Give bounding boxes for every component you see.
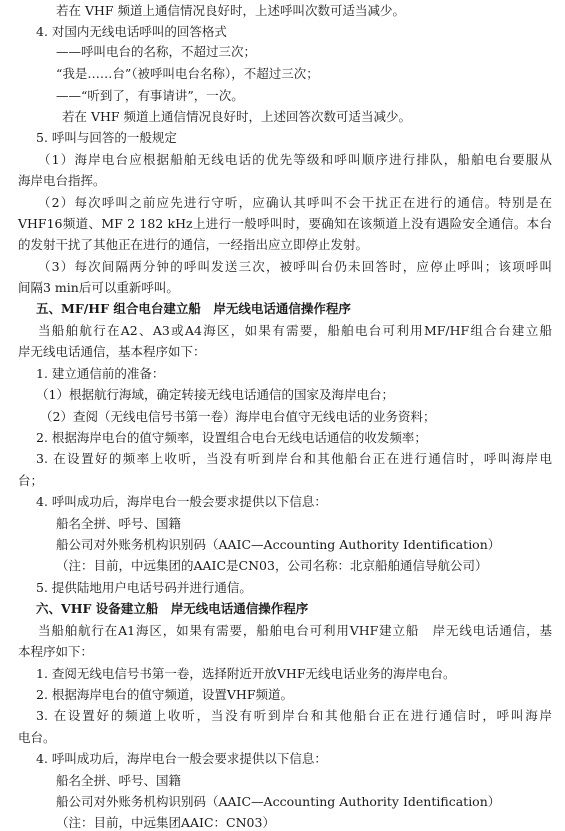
list-item: 3. 在设置好的频道上收听，当没有听到岸台和其他船台正在进行通信时，呼叫海岸	[36, 708, 552, 723]
text-line: 若在 VHF 频道上通信情况良好时，上述回答次数可适当减少。	[62, 109, 412, 124]
section-item-heading: 4. 对国内无线电话呼叫的回答格式	[36, 24, 227, 39]
section-item-heading: 5. 呼叫与回答的一般规定	[36, 130, 177, 145]
list-item-continuation: 电台。	[18, 730, 56, 745]
info-line: 船名全拼、呼号、国籍	[56, 516, 182, 531]
paragraph-line: VHF16频道、MF 2 182 kHz上进行一般呼叫时，要确知在该频道上没有遇险安全通信。本台	[18, 216, 552, 231]
paragraph-line: 海岸电台指挥。	[18, 173, 106, 188]
list-item: 2. 根据海岸电台的值守频率，设置组合电台无线电话通信的收发频率；	[36, 430, 427, 445]
list-item: （1）根据航行海域，确定转接无线电话通信的国家及海岸电台；	[36, 387, 394, 402]
paragraph-line: （1）海岸电台应根据船舶无线电话的优先等级和呼叫顺序进行排队，船舶电台要服从	[38, 152, 552, 167]
text-line: ——呼叫电台的名称，不超过三次；	[56, 44, 257, 59]
text-line: “我是……台”（被呼叫电台名称），不超过三次；	[56, 66, 319, 81]
list-item: 5. 提供陆地用户电话号码并进行通信。	[36, 580, 252, 595]
info-line: 船公司对外账务机构识别码（AAIC—Accounting Authority Identification）	[56, 537, 501, 552]
section-heading: 五、MF/HF 组合电台建立船 岸无线电话通信操作程序	[36, 301, 351, 316]
text-line: 若在 VHF 频道上通信情况良好时，上述呼叫次数可适当减少。	[56, 3, 406, 18]
paragraph-line: 当船舶航行在A2、A3或A4海区，如果有需要，船舶电台可利用MF/HF组合台建立船	[38, 323, 552, 338]
list-item: （2）查阅（无线电信号书第一卷）海岸电台值守无线电话的业务资料；	[40, 409, 436, 424]
note-line: （注：目前，中远集团的AAIC是CN03，公司名称：北京船舶通信导航公司）	[56, 558, 488, 573]
paragraph-line: 当船舶航行在A1海区，如果有需要，船舶电台可利用VHF建立船 岸无线电话通信，基	[38, 623, 552, 638]
list-item: 4. 呼叫成功后，海岸电台一般会要求提供以下信息：	[36, 751, 327, 766]
list-item: 1. 查阅无线电信号书第一卷，选择附近开放VHF无线电话业务的海岸电台。	[36, 666, 456, 681]
paragraph-line: 的发射干扰了其他正在进行的通信，一经指出应立即停止发射。	[18, 237, 369, 252]
info-line: 船名全拼、呼号、国籍	[56, 773, 182, 788]
paragraph-line: 本程序如下：	[18, 644, 94, 659]
text-line: ——“听到了，有事请讲”，一次。	[56, 88, 244, 103]
list-item: 1. 建立通信前的准备：	[36, 366, 165, 381]
list-item: 2. 根据海岸电台的值守频道，设置VHF频道。	[36, 687, 294, 702]
info-line: 船公司对外账务机构识别码（AAIC—Accounting Authority Identification）	[56, 794, 501, 809]
list-item: 4. 呼叫成功后，海岸电台一般会要求提供以下信息：	[36, 494, 327, 509]
note-line: （注：目前，中远集团AAIC：CN03）	[56, 815, 275, 830]
paragraph-line: （3）每次间隔两分钟的呼叫发送三次，被呼叫台仍未回答时，应停止呼叫；该项呼叫	[38, 259, 552, 274]
paragraph-line: 岸无线电话通信，基本程序如下：	[18, 344, 206, 359]
list-item: 3. 在设置好的频率上收听，当没有听到岸台和其他船台正在进行通信时，呼叫海岸电	[36, 451, 552, 466]
paragraph-line: 间隔3 min后可以重新呼叫。	[18, 280, 179, 295]
list-item-continuation: 台；	[18, 473, 44, 488]
section-heading: 六、VHF 设备建立船 岸无线电话通信操作程序	[36, 601, 309, 616]
paragraph-line: （2）每次呼叫之前应先进行守听，应确认其呼叫不会干扰正在进行的通信。特别是在	[38, 195, 552, 210]
